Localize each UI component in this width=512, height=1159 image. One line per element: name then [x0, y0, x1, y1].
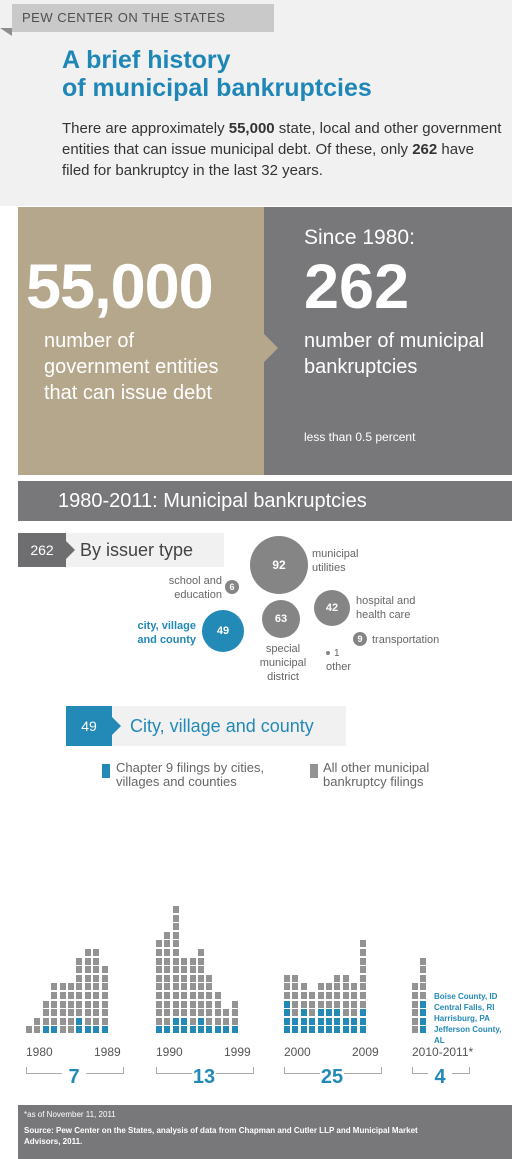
- other-filing-square: [93, 958, 99, 965]
- other-filing-square: [190, 1018, 196, 1025]
- chapter9-filing-square: [420, 1001, 426, 1008]
- intro-text: There are approximately 55,000 state, local and other government entities that can issue municipal debt. Of these, only 262 have filed for bankruptcy in the last 32 years.: [62, 120, 502, 179]
- other-filing-square: [343, 992, 349, 999]
- other-filing-square: [198, 975, 204, 982]
- filing-annotation: Central Falls, RI: [434, 1003, 495, 1012]
- chapter9-filing-square: [420, 1009, 426, 1016]
- decade-total: 4: [428, 1066, 452, 1089]
- chapter9-filing-square: [223, 1026, 229, 1033]
- section-title: 1980-2011: Municipal bankruptcies: [58, 490, 367, 512]
- other-filing-square: [76, 983, 82, 990]
- chapter9-filing-square: [198, 1026, 204, 1033]
- chapter9-filing-square: [420, 1018, 426, 1025]
- other-filing-square: [318, 983, 324, 990]
- other-filing-square: [326, 1001, 332, 1008]
- other-filing-square: [60, 1001, 66, 1008]
- other-filing-square: [102, 992, 108, 999]
- chapter9-filing-square: [93, 1026, 99, 1033]
- other-filing-square: [360, 1001, 366, 1008]
- since-label: Since 1980:: [304, 226, 415, 249]
- chapter9-filing-square: [85, 1026, 91, 1033]
- other-filing-square: [181, 966, 187, 973]
- label-other: other: [326, 661, 352, 673]
- other-filing-square: [60, 1009, 66, 1016]
- other-filing-square: [85, 1018, 91, 1025]
- other-filing-square: [51, 1001, 57, 1008]
- other-filing-square: [292, 975, 298, 982]
- other-filing-square: [156, 949, 162, 956]
- chapter9-filing-square: [164, 1026, 170, 1033]
- other-filing-square: [301, 992, 307, 999]
- other-filing-square: [181, 975, 187, 982]
- other-filing-square: [190, 1009, 196, 1016]
- other-filing-square: [360, 949, 366, 956]
- other-filing-square: [190, 958, 196, 965]
- other-filing-square: [156, 966, 162, 973]
- other-filing-square: [51, 983, 57, 990]
- other-filing-square: [181, 992, 187, 999]
- other-filing-square: [351, 1001, 357, 1008]
- footer-source: Source: Pew Center on the States, analysis of data from Chapman and Cutler LLP and Municipal Market Advisors, 2011.: [24, 1126, 418, 1146]
- label-hospital-health: hospital and health care: [356, 595, 416, 621]
- other-filing-square: [51, 1009, 57, 1016]
- issuer-total-badge: 262: [18, 533, 66, 567]
- other-filing-square: [206, 983, 212, 990]
- other-filing-square: [326, 992, 332, 999]
- other-filing-square: [102, 1001, 108, 1008]
- chapter9-filing-square: [420, 1026, 426, 1033]
- filing-annotation: Harrisburg, PA: [434, 1014, 490, 1023]
- other-filing-square: [420, 975, 426, 982]
- chapter9-filing-square: [351, 1018, 357, 1025]
- chapter9-filing-square: [360, 1026, 366, 1033]
- other-filing-square: [68, 992, 74, 999]
- legend-swatch-other: [310, 764, 318, 778]
- other-filing-square: [198, 949, 204, 956]
- chapter9-filing-square: [334, 1026, 340, 1033]
- filings-chart: [0, 790, 512, 1100]
- other-filing-square: [85, 1009, 91, 1016]
- other-filing-square: [68, 1026, 74, 1033]
- other-filing-square: [93, 983, 99, 990]
- other-filing-square: [343, 975, 349, 982]
- chapter9-filing-square: [76, 1026, 82, 1033]
- decade-start-label: 2010-2011*: [412, 1045, 474, 1059]
- filing-annotation: Boise County, ID: [434, 992, 498, 1001]
- other-filing-square: [164, 958, 170, 965]
- other-filing-square: [198, 966, 204, 973]
- bankruptcies-number: 262: [304, 252, 410, 322]
- other-filing-square: [156, 1018, 162, 1025]
- other-filing-square: [173, 923, 179, 930]
- other-filing-square: [76, 966, 82, 973]
- other-filing-square: [173, 966, 179, 973]
- other-filing-square: [190, 992, 196, 999]
- legend-other: All other municipal bankruptcy filings: [323, 760, 430, 789]
- chapter9-filing-square: [284, 1009, 290, 1016]
- decade-start-label: 1990: [156, 1045, 183, 1059]
- entities-number: 55,000: [26, 252, 213, 322]
- other-filing-square: [34, 1018, 40, 1025]
- city-total-badge: 49: [66, 706, 112, 746]
- other-filing-square: [173, 915, 179, 922]
- other-filing-square: [93, 966, 99, 973]
- other-filing-square: [412, 1026, 418, 1033]
- other-filing-square: [198, 992, 204, 999]
- other-filing-square: [164, 1009, 170, 1016]
- chapter9-filing-square: [292, 1018, 298, 1025]
- issuer-badge-arrow: [66, 541, 75, 559]
- chapter9-filing-square: [360, 1009, 366, 1016]
- legend-swatch-chapter9: [102, 764, 110, 778]
- other-filing-square: [206, 975, 212, 982]
- other-filing-square: [173, 975, 179, 982]
- other-filing-square: [292, 1001, 298, 1008]
- other-filing-square: [173, 958, 179, 965]
- other-filing-square: [173, 949, 179, 956]
- decade-start-label: 2000: [284, 1045, 311, 1059]
- other-filing-square: [43, 1001, 49, 1008]
- chapter9-filing-square: [326, 1026, 332, 1033]
- other-filing-square: [156, 1009, 162, 1016]
- other-filing-square: [334, 992, 340, 999]
- other-filing-square: [318, 1001, 324, 1008]
- label-transportation: transportation: [372, 634, 440, 646]
- other-filing-square: [93, 992, 99, 999]
- other-filing-square: [85, 992, 91, 999]
- bubble-transportation: 9: [353, 632, 367, 646]
- other-filing-square: [85, 958, 91, 965]
- other-filing-square: [198, 983, 204, 990]
- other-filing-square: [351, 983, 357, 990]
- other-filing-square: [301, 983, 307, 990]
- other-filing-square: [198, 1001, 204, 1008]
- chapter9-filing-square: [43, 1026, 49, 1033]
- other-filing-square: [190, 975, 196, 982]
- other-filing-square: [360, 958, 366, 965]
- other-filing-square: [284, 992, 290, 999]
- chapter9-filing-square: [284, 1001, 290, 1008]
- decade-total: 7: [62, 1066, 86, 1089]
- other-filing-square: [343, 1001, 349, 1008]
- percent-note: less than 0.5 percent: [304, 430, 416, 444]
- other-filing-square: [173, 1001, 179, 1008]
- other-filing-square: [76, 1009, 82, 1016]
- other-filing-square: [76, 992, 82, 999]
- other-filing-square: [334, 975, 340, 982]
- label-municipal-utilities: municipal utilities: [312, 548, 359, 574]
- other-filing-square: [360, 992, 366, 999]
- other-filing-square: [93, 1018, 99, 1025]
- other-filing-square: [206, 1009, 212, 1016]
- chapter9-filing-square: [284, 1018, 290, 1025]
- decade-end-label: 1989: [94, 1045, 121, 1059]
- other-filing-square: [301, 1001, 307, 1008]
- other-filing-square: [43, 1018, 49, 1025]
- other-filing-square: [360, 983, 366, 990]
- chapter9-filing-square: [156, 1026, 162, 1033]
- other-filing-square: [68, 1018, 74, 1025]
- other-filing-square: [232, 1018, 238, 1025]
- page-title: A brief history of municipal bankruptcies: [62, 46, 372, 102]
- other-filing-square: [60, 1026, 66, 1033]
- other-filing-square: [223, 1018, 229, 1025]
- other-filing-square: [190, 966, 196, 973]
- other-filing-square: [85, 983, 91, 990]
- bubble-other: [326, 651, 330, 655]
- other-filing-square: [93, 949, 99, 956]
- chapter9-filing-square: [173, 1026, 179, 1033]
- legend-chapter9: Chapter 9 filings by cities, villages and counties: [116, 760, 265, 789]
- other-filing-square: [164, 932, 170, 939]
- other-filing-square: [102, 1009, 108, 1016]
- chapter9-filing-square: [51, 1026, 57, 1033]
- other-filing-square: [420, 992, 426, 999]
- other-filing-square: [173, 992, 179, 999]
- chapter9-filing-square: [215, 1026, 221, 1033]
- decade-end-label: 1999: [224, 1045, 251, 1059]
- chapter9-filing-square: [301, 1018, 307, 1025]
- other-filing-square: [181, 958, 187, 965]
- other-filing-square: [360, 966, 366, 973]
- chapter9-filing-square: [318, 1026, 324, 1033]
- bubble-city-village-county: 49: [202, 610, 244, 652]
- other-filing-square: [412, 983, 418, 990]
- other-filing-square: [156, 958, 162, 965]
- chapter9-filing-square: [232, 1026, 238, 1033]
- other-filing-square: [198, 958, 204, 965]
- other-filing-square: [164, 1001, 170, 1008]
- bubble-special-district: 63: [262, 600, 300, 638]
- other-filing-square: [85, 966, 91, 973]
- other-filing-square: [351, 1009, 357, 1016]
- other-filing-square: [164, 975, 170, 982]
- decade-end-label: 2009: [352, 1045, 379, 1059]
- chapter9-filing-square: [334, 1009, 340, 1016]
- chapter9-filing-square: [343, 1026, 349, 1033]
- other-filing-square: [156, 1001, 162, 1008]
- decade-start-label: 1980: [26, 1045, 53, 1059]
- other-filing-square: [26, 1026, 32, 1033]
- bubble-hospital-health: 42: [314, 590, 350, 626]
- other-filing-square: [215, 1018, 221, 1025]
- other-filing-square: [309, 992, 315, 999]
- other-filing-square: [351, 992, 357, 999]
- chapter9-filing-square: [173, 1018, 179, 1025]
- other-filing-square: [326, 983, 332, 990]
- other-filing-square: [173, 1009, 179, 1016]
- other-filing-square: [420, 958, 426, 965]
- other-filing-square: [412, 992, 418, 999]
- other-filing-square: [68, 1009, 74, 1016]
- other-filing-square: [292, 992, 298, 999]
- chapter9-filing-square: [301, 1009, 307, 1016]
- other-filing-square: [420, 966, 426, 973]
- header-tag: PEW CENTER ON THE STATES: [12, 4, 274, 32]
- other-filing-square: [156, 940, 162, 947]
- other-filing-square: [156, 983, 162, 990]
- bubble-municipal-utilities: 92: [250, 536, 308, 594]
- header-fold: [0, 28, 12, 36]
- chapter9-filing-square: [181, 1018, 187, 1025]
- other-filing-square: [181, 983, 187, 990]
- chapter9-filing-square: [309, 1018, 315, 1025]
- other-filing-square: [173, 983, 179, 990]
- other-filing-square: [76, 958, 82, 965]
- other-filing-square: [173, 940, 179, 947]
- other-filing-square: [51, 992, 57, 999]
- other-filing-square: [215, 1001, 221, 1008]
- other-filing-square: [343, 983, 349, 990]
- label-city-village-county: city, village and county: [137, 620, 196, 646]
- other-filing-square: [284, 975, 290, 982]
- chapter9-filing-square: [360, 1018, 366, 1025]
- other-filing-square: [164, 966, 170, 973]
- other-filing-square: [43, 1009, 49, 1016]
- other-filing-square: [102, 1018, 108, 1025]
- other-filing-square: [284, 983, 290, 990]
- other-filing-square: [76, 975, 82, 982]
- other-filing-square: [309, 1001, 315, 1008]
- label-school-education: school and education: [168, 575, 222, 601]
- chapter9-filing-square: [198, 1018, 204, 1025]
- entities-label: number of government entities that can issue debt: [44, 330, 219, 404]
- other-filing-square: [206, 1001, 212, 1008]
- other-filing-square: [93, 1009, 99, 1016]
- chapter9-filing-square: [334, 1018, 340, 1025]
- chapter9-filing-square: [318, 1018, 324, 1025]
- other-filing-square: [190, 983, 196, 990]
- chapter9-filing-square: [343, 1018, 349, 1025]
- other-filing-square: [198, 1009, 204, 1016]
- other-filing-square: [412, 1001, 418, 1008]
- chapter9-filing-square: [309, 1026, 315, 1033]
- other-filing-square: [102, 966, 108, 973]
- other-filing-square: [85, 1001, 91, 1008]
- chapter9-filing-square: [326, 1009, 332, 1016]
- chapter9-filing-square: [181, 1026, 187, 1033]
- other-filing-square: [60, 983, 66, 990]
- bubble-other-value: 1: [334, 648, 340, 659]
- other-filing-square: [232, 1001, 238, 1008]
- issuer-title: By issuer type: [80, 540, 194, 560]
- other-filing-square: [292, 1009, 298, 1016]
- other-filing-square: [164, 983, 170, 990]
- other-filing-square: [181, 1001, 187, 1008]
- other-filing-square: [68, 983, 74, 990]
- chapter9-filing-square: [351, 1026, 357, 1033]
- other-filing-square: [360, 940, 366, 947]
- other-filing-square: [232, 1009, 238, 1016]
- other-filing-square: [51, 1018, 57, 1025]
- chapter9-filing-square: [301, 1026, 307, 1033]
- other-filing-square: [420, 983, 426, 990]
- other-filing-square: [76, 1001, 82, 1008]
- panel-arrow: [264, 334, 278, 362]
- other-filing-square: [215, 992, 221, 999]
- filing-annotation: Jefferson County, AL: [434, 1025, 502, 1045]
- decade-total: 13: [192, 1066, 216, 1088]
- other-filing-square: [164, 949, 170, 956]
- chapter9-filing-square: [190, 1026, 196, 1033]
- other-filing-square: [206, 992, 212, 999]
- other-filing-square: [334, 1001, 340, 1008]
- other-filing-square: [412, 1009, 418, 1016]
- other-filing-square: [223, 1009, 229, 1016]
- other-filing-square: [318, 992, 324, 999]
- other-filing-square: [360, 975, 366, 982]
- label-special-district: special municipal district: [259, 643, 307, 683]
- other-filing-square: [190, 1001, 196, 1008]
- chapter9-filing-square: [76, 1018, 82, 1025]
- other-filing-square: [292, 983, 298, 990]
- other-filing-square: [343, 1009, 349, 1016]
- other-filing-square: [309, 1009, 315, 1016]
- other-filing-square: [334, 983, 340, 990]
- chapter9-filing-square: [292, 1026, 298, 1033]
- other-filing-square: [34, 1026, 40, 1033]
- other-filing-square: [102, 983, 108, 990]
- footer-note: *as of November 11, 2011: [24, 1110, 116, 1119]
- other-filing-square: [173, 932, 179, 939]
- bankruptcies-label: number of municipal bankruptcies: [304, 330, 485, 378]
- other-filing-square: [206, 1018, 212, 1025]
- chapter9-filing-square: [318, 1009, 324, 1016]
- other-filing-square: [181, 1009, 187, 1016]
- other-filing-square: [60, 1018, 66, 1025]
- other-filing-square: [68, 1001, 74, 1008]
- other-filing-square: [164, 940, 170, 947]
- chapter9-filing-square: [326, 1018, 332, 1025]
- other-filing-square: [85, 975, 91, 982]
- other-filing-square: [173, 906, 179, 913]
- other-filing-square: [85, 949, 91, 956]
- other-filing-square: [215, 1009, 221, 1016]
- decade-total: 25: [320, 1066, 344, 1088]
- city-title: City, village and county: [130, 716, 314, 736]
- chapter9-filing-square: [206, 1026, 212, 1033]
- chapter9-filing-square: [284, 1026, 290, 1033]
- bubble-school-education: 6: [225, 580, 239, 594]
- other-filing-square: [156, 975, 162, 982]
- other-filing-square: [60, 992, 66, 999]
- other-filing-square: [412, 1018, 418, 1025]
- other-filing-square: [164, 1018, 170, 1025]
- other-filing-square: [156, 992, 162, 999]
- chapter9-filing-square: [102, 1026, 108, 1033]
- other-filing-square: [102, 975, 108, 982]
- city-badge-arrow: [112, 717, 121, 735]
- other-filing-square: [164, 992, 170, 999]
- other-filing-square: [93, 1001, 99, 1008]
- other-filing-square: [93, 975, 99, 982]
